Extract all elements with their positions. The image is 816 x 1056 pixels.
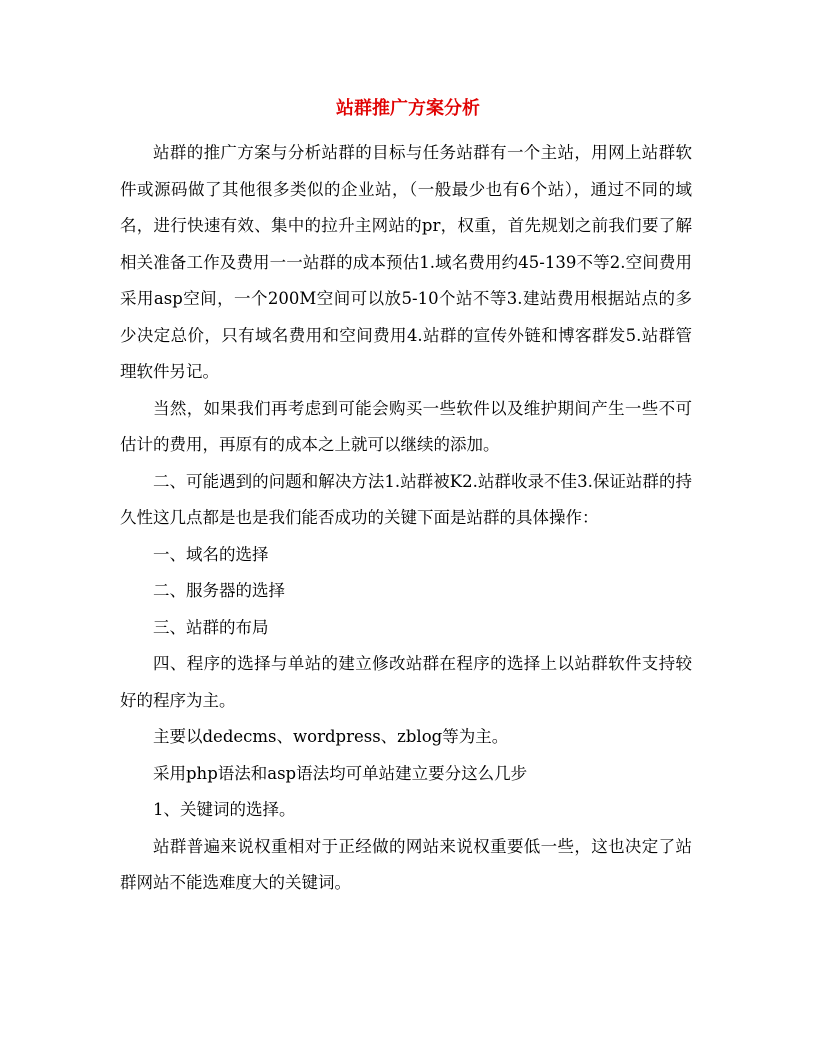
paragraph: 1、关键词的选择。 <box>153 800 296 819</box>
paragraph: 主要以dedecms、wordpress、zblog等为主。 <box>153 727 509 746</box>
document-title: 站群推广方案分析 <box>336 98 480 119</box>
paragraph: 站群普遍来说权重相对于正经做的网站来说权重要低一些，这也决定了站群网站不能选难度大的关键词。 <box>120 836 692 892</box>
paragraph: 当然，如果我们再考虑到可能会购买一些软件以及维护期间产生一些不可估计的费用，再原有的成本之上就可以继续的添加。 <box>120 398 692 454</box>
document-body <box>120 135 692 902</box>
paragraph: 三、站群的布局 <box>153 617 269 637</box>
paragraph: 一、域名的选择 <box>153 544 269 564</box>
paragraph: 站群的推广方案与分析站群的目标与任务站群有一个主站，用网上站群软件或源码做了其他很多类似的企业站，（一般最少也有6个站），通过不同的域名，进行快速有效、集中的拉升主网站的pr，权重，首先规划之前我们要了解相关准备工作及费用一一站群的成本预估1.域名费用约45-139不等2.空间费用采用asp空间，一个200M空间可以放5-10个站不等3.建站费用根据站点的多少决定总价，只有域名费用和空间费用4.站群的宣传外链和博客群发5.站群管理软件另记。 <box>120 143 692 381</box>
paragraph: 二、服务器的选择 <box>153 581 285 600</box>
paragraph: 采用php语法和asp语法均可单站建立要分这么几步 <box>153 763 528 783</box>
paragraph: 二、可能遇到的问题和解决方法1.站群被K2.站群收录不佳3.保证站群的持久性这几点都是也是我们能否成功的关键下面是站群的具体操作： <box>120 471 692 527</box>
paragraph: 四、程序的选择与单站的建立修改站群在程序的选择上以站群软件支持较好的程序为主。 <box>120 654 692 710</box>
